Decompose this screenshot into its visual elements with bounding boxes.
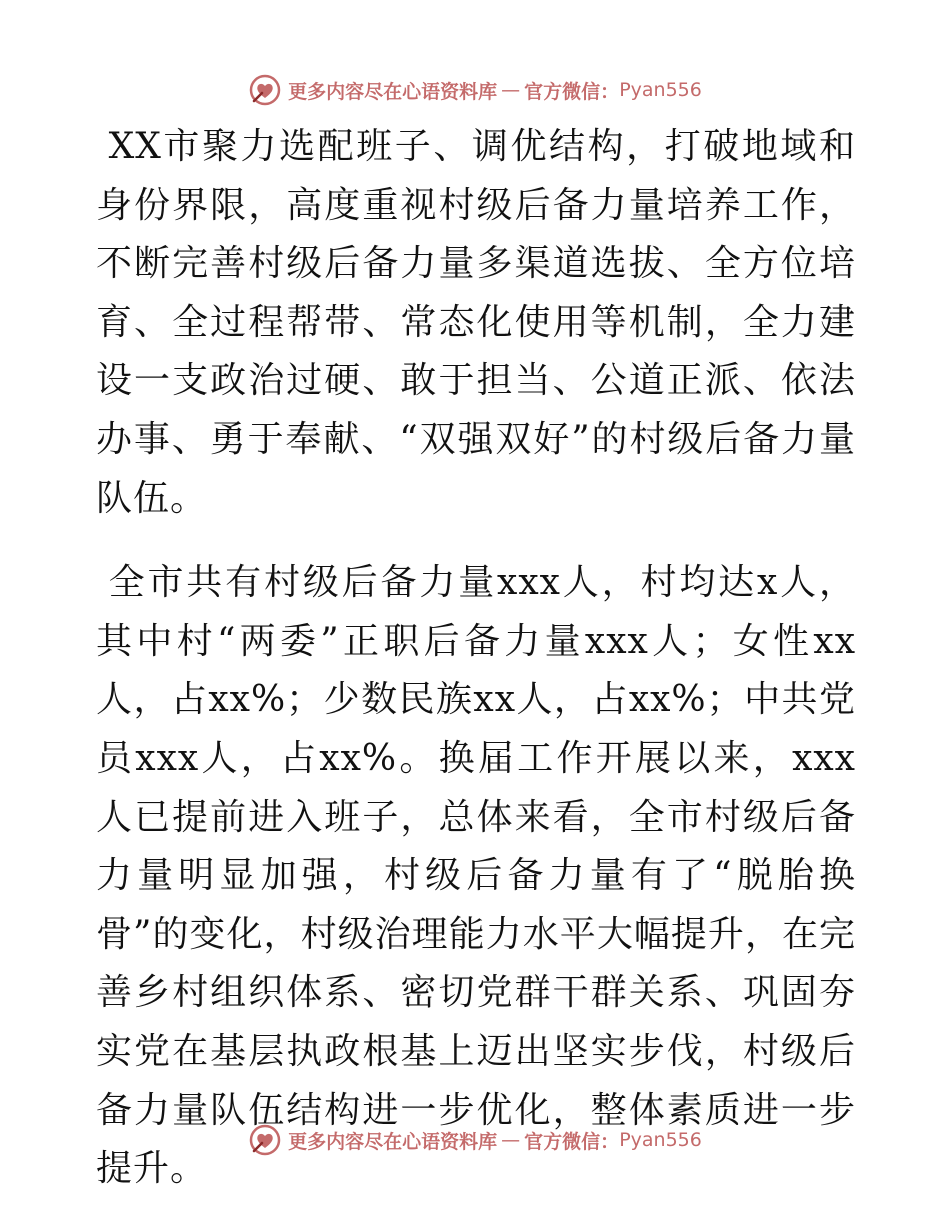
watermark-wechat-id: Pyan556 bbox=[619, 1129, 702, 1151]
watermark-text: 更多内容尽在心语资料库 bbox=[288, 1130, 498, 1153]
watermark-wechat-label: 官方微信： bbox=[524, 1130, 620, 1153]
header-watermark bbox=[0, 70, 950, 110]
document-body bbox=[96, 118, 856, 1199]
watermark-separator: — bbox=[501, 1129, 521, 1151]
heart-pen-logo-icon bbox=[248, 73, 282, 107]
footer-watermark bbox=[0, 1120, 950, 1160]
watermark-wechat-label: 官方微信： bbox=[524, 80, 620, 103]
paragraph-1: XX市聚力选配班子、调优结构，打破地域和身份界限，高度重视村级后备力量培养工作，不断完善村级后备力量多渠道选拔、全方位培育、全过程帮带、常态化使用等机制，全力建设一支政治过硬、敢于担当、公道正派、依法办事、勇于奉献、“双强双好”的村级后备力量队伍。 bbox=[96, 126, 856, 519]
watermark-separator: — bbox=[501, 79, 521, 101]
heart-pen-logo-icon bbox=[248, 1123, 282, 1157]
paragraph-2: 全市共有村级后备力量xxx人，村均达x人，其中村“两委”正职后备力量xxx人；女性xx人，占xx%；少数民族xx人，占xx%；中共党员xxx人，占xx%。换届工作开展以来，xxx人已提前进入班子，总体来看，全市村级后备力量明显加强，村级后备力量有了“脱胎换骨”的变化，村级治理能力水平大幅提升，在完善乡村组织体系、密切党群干群关系、巩固夯实党在基层执政根基上迈出坚实步伐，村级后备力量队伍结构进一步优化，整体素质进一步提升。 bbox=[96, 562, 856, 1190]
watermark-text: 更多内容尽在心语资料库 bbox=[288, 80, 498, 103]
watermark-wechat-id: Pyan556 bbox=[619, 79, 702, 101]
